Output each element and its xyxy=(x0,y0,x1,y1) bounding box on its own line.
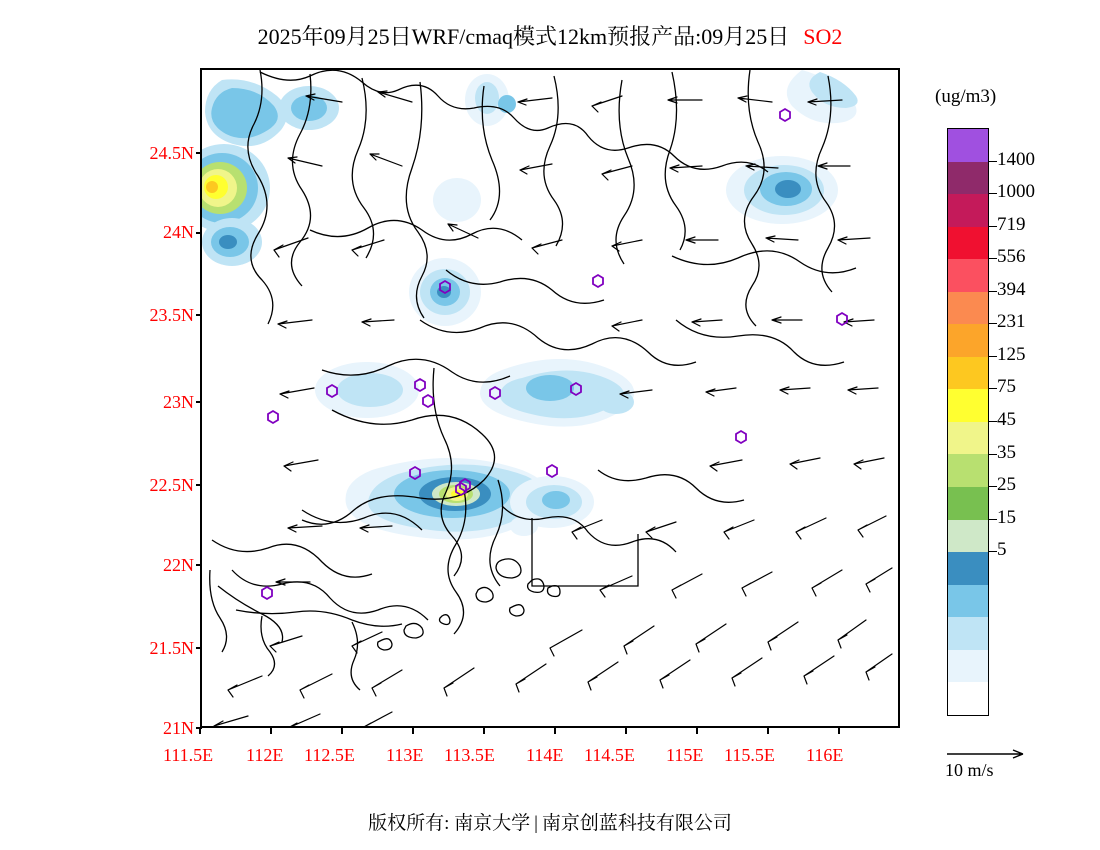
colorbar-tick xyxy=(989,454,997,455)
page-title xyxy=(0,20,1100,51)
colorbar-tick xyxy=(989,421,997,422)
colorbar-tick xyxy=(989,388,997,389)
colorbar-segment xyxy=(948,422,988,455)
x-tick-111.5E: 111.5E xyxy=(163,745,214,765)
x-tick-114.5E: 114.5E xyxy=(584,745,635,765)
axis-tick xyxy=(341,728,343,734)
y-tick-23.5N: 23.5N xyxy=(149,305,194,325)
axis-tick xyxy=(412,728,414,734)
colorbar-tick-label: 75 xyxy=(997,376,1016,398)
colorbar-segment xyxy=(948,324,988,357)
axis-tick xyxy=(199,728,201,734)
colorbar-tick xyxy=(989,356,997,357)
axis-tick xyxy=(838,728,840,734)
colorbar-tick xyxy=(989,226,997,227)
x-tick-112E: 112E xyxy=(246,745,284,765)
colorbar-tick-label: 45 xyxy=(997,409,1016,430)
colorbar-tick xyxy=(989,258,997,259)
x-tick-115.5E: 115.5E xyxy=(724,745,775,765)
concentration-field xyxy=(202,70,858,539)
colorbar-segment xyxy=(948,617,988,650)
colorbar-segment xyxy=(948,454,988,487)
y-tick-21.5N: 21.5N xyxy=(149,638,194,658)
colorbar-tick-label: 5 xyxy=(997,539,1007,561)
map-plot-area xyxy=(200,68,900,728)
colorbar-segment xyxy=(948,650,988,683)
axis-tick xyxy=(196,401,202,403)
wind-scale-arrow-icon xyxy=(945,742,1045,762)
x-tick-116E: 116E xyxy=(806,745,844,765)
colorbar-segment xyxy=(948,259,988,292)
colorbar-segment xyxy=(948,389,988,422)
title-species: SO2 xyxy=(803,24,843,49)
colorbar-tick-label: 1000 xyxy=(997,181,1035,203)
colorbar-tick-label: 25 xyxy=(997,474,1016,496)
axis-tick xyxy=(196,484,202,486)
colorbar-tick-label: 1400 xyxy=(997,148,1035,170)
x-tick-113.5E: 113.5E xyxy=(444,745,495,765)
colorbar xyxy=(947,128,989,716)
footer xyxy=(0,808,1100,835)
footer-separator: | xyxy=(534,813,538,834)
colorbar-segment xyxy=(948,162,988,195)
colorbar-tick-label: 231 xyxy=(997,311,1026,333)
colorbar-tick xyxy=(989,193,997,194)
axis-tick xyxy=(696,728,698,734)
colorbar-tick-label: 394 xyxy=(997,278,1026,300)
colorbar-segment xyxy=(948,487,988,520)
y-tick-24.5N: 24.5N xyxy=(149,143,194,163)
axis-tick xyxy=(554,728,556,734)
map-svg xyxy=(202,70,898,726)
axis-tick xyxy=(196,647,202,649)
colorbar-segment xyxy=(948,682,988,715)
x-tick-114E: 114E xyxy=(526,745,564,765)
wind-scale-label: 10 m/s xyxy=(945,760,994,780)
y-tick-22N: 22N xyxy=(163,555,194,575)
axis-tick xyxy=(196,152,202,154)
axis-tick xyxy=(483,728,485,734)
colorbar-segment xyxy=(948,520,988,553)
colorbar-tick-label: 15 xyxy=(997,506,1016,528)
y-tick-22.5N: 22.5N xyxy=(149,475,194,495)
colorbar-tick xyxy=(989,323,997,324)
colorbar-tick xyxy=(989,161,997,162)
colorbar-unit: (ug/m3) xyxy=(935,86,997,107)
colorbar-segment xyxy=(948,292,988,325)
axis-tick xyxy=(196,564,202,566)
y-tick-24N: 24N xyxy=(163,222,194,242)
colorbar-tick xyxy=(989,291,997,292)
colorbar-tick xyxy=(989,551,997,552)
colorbar-tick xyxy=(989,519,997,520)
colorbar-tick-label: 556 xyxy=(997,246,1026,268)
y-tick-23N: 23N xyxy=(163,392,194,412)
colorbar-segment xyxy=(948,552,988,585)
axis-tick xyxy=(625,728,627,734)
axis-tick xyxy=(767,728,769,734)
x-tick-112.5E: 112.5E xyxy=(304,745,355,765)
colorbar-tick-label: 35 xyxy=(997,441,1016,463)
colorbar-tick-label: 719 xyxy=(997,213,1026,235)
colorbar-tick xyxy=(989,486,997,487)
colorbar-segment xyxy=(948,129,988,162)
y-tick-21N: 21N xyxy=(163,718,194,738)
footer-copyright: 版权所有: 南京大学 xyxy=(368,813,531,834)
axis-tick xyxy=(196,314,202,316)
colorbar-segment xyxy=(948,227,988,260)
colorbar-segment xyxy=(948,585,988,618)
axis-tick xyxy=(196,232,202,234)
footer-company: 南京创蓝科技有限公司 xyxy=(541,813,732,834)
title-main: 2025年09月25日WRF/cmaq模式12km预报产品:09月25日 xyxy=(257,24,790,49)
colorbar-segment xyxy=(948,357,988,390)
colorbar-segment xyxy=(948,194,988,227)
colorbar-tick-label: 125 xyxy=(997,343,1026,365)
x-tick-115E: 115E xyxy=(666,745,704,765)
x-tick-113E: 113E xyxy=(386,745,424,765)
axis-tick xyxy=(270,728,272,734)
